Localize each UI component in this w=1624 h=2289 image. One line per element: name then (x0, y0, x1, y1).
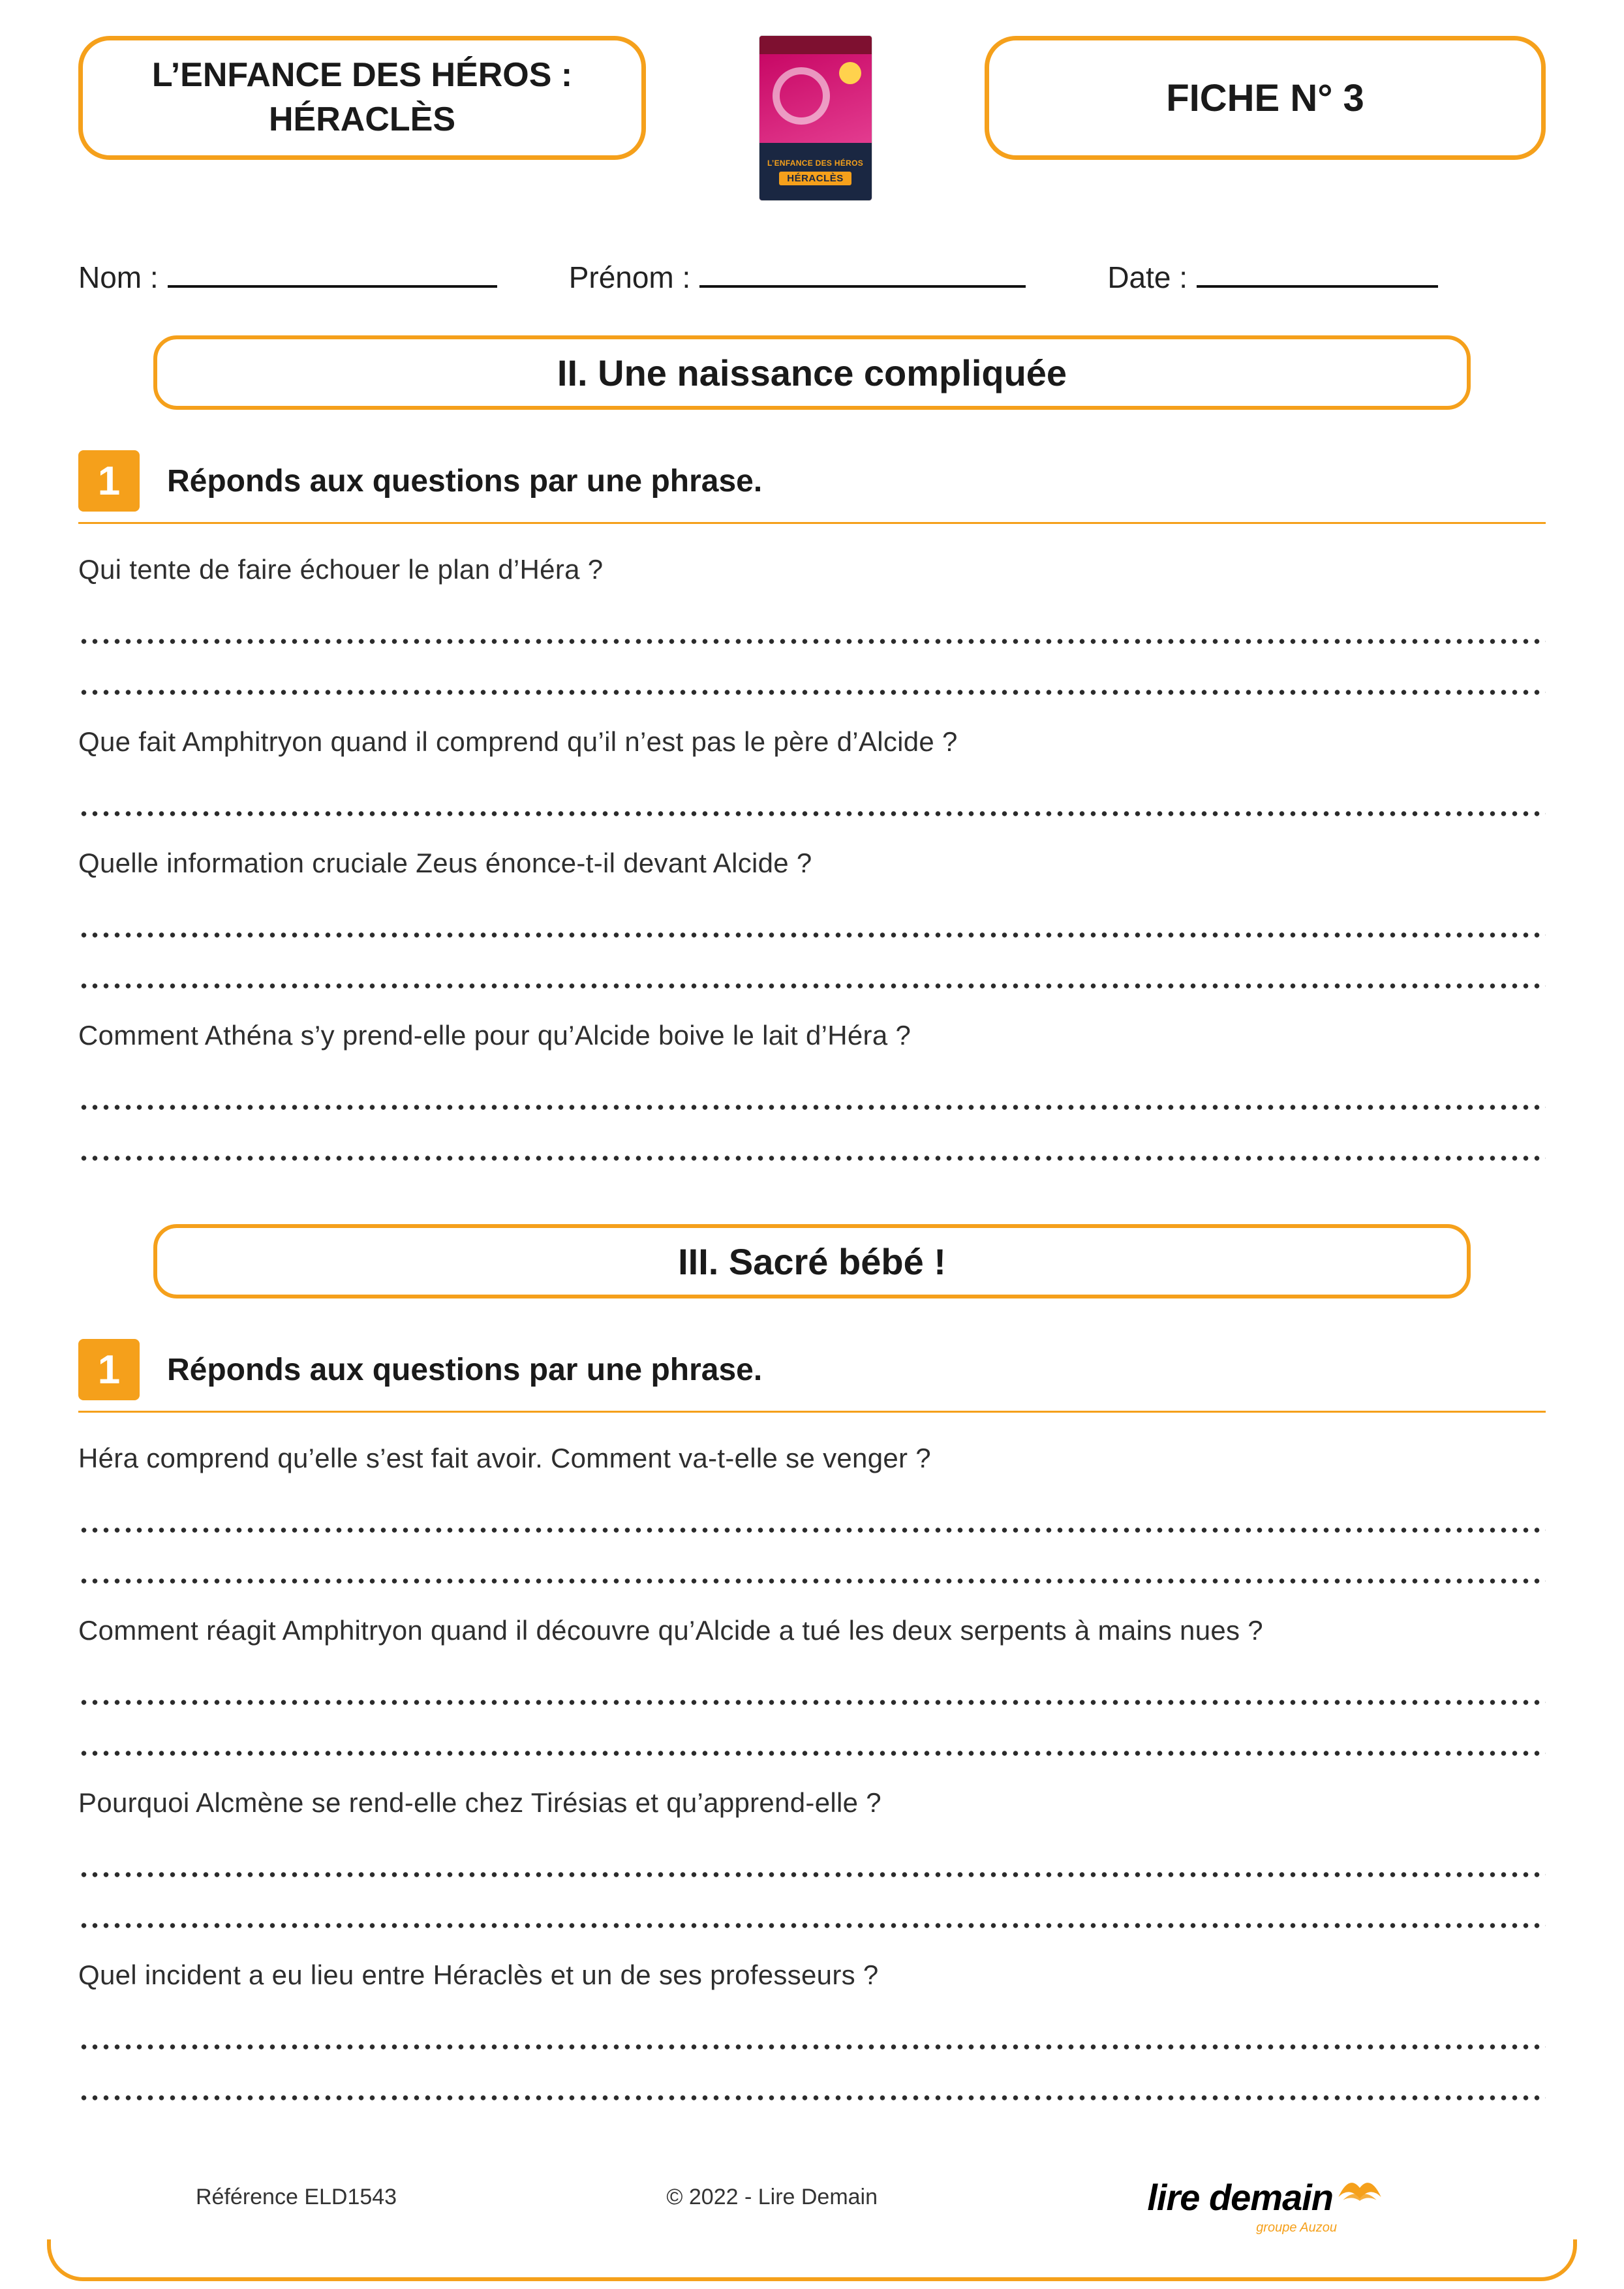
answer-line[interactable] (78, 767, 1546, 818)
exercise-divider (78, 1411, 1546, 1413)
section-title-sacre-bebe (153, 1224, 1471, 1298)
exercise-number-badge: 1 (78, 1339, 140, 1400)
section-title-text: II. Une naissance compliquée (557, 352, 1067, 393)
book-cover-series-text: L’ENFANCE DES HÉROS (767, 158, 864, 168)
answer-line[interactable] (78, 1828, 1546, 1879)
name-blank-field[interactable] (168, 254, 497, 288)
publisher-logo (1147, 2176, 1383, 2235)
page-bottom-border (47, 2239, 1577, 2281)
question-block (78, 848, 1546, 990)
answer-line[interactable] (78, 2000, 1546, 2051)
answer-line[interactable] (78, 1060, 1546, 1111)
question-text: Pourquoi Alcmène se rend-elle chez Tirésias et qu’apprend-elle ? (78, 1787, 881, 1818)
question-text: Héra comprend qu’elle s’est fait avoir. Comment va-t-elle se venger ? (78, 1443, 931, 1473)
publisher-logo-text: lire demain (1147, 2177, 1333, 2218)
question-text: Qui tente de faire échouer le plan d’Héra ? (78, 554, 604, 585)
name-label: Nom : (78, 260, 159, 294)
question-block (78, 1787, 1546, 1929)
book-cover-art-sun (839, 62, 861, 84)
answer-line[interactable] (78, 1111, 1546, 1162)
book-cover-title-text: HÉRACLÈS (779, 172, 851, 185)
firstname-label: Prénom : (568, 260, 691, 294)
answer-line[interactable] (78, 645, 1546, 696)
question-text: Comment réagit Amphitryon quand il découvre qu’Alcide a tué les deux serpents à mains nues ? (78, 1615, 1263, 1646)
question-block (78, 1443, 1546, 1585)
question-block (78, 1615, 1546, 1757)
exercise-divider (78, 522, 1546, 524)
answer-line[interactable] (78, 1879, 1546, 1929)
book-cover-image (759, 36, 872, 200)
date-blank-field[interactable] (1197, 254, 1438, 288)
question-block (78, 726, 1546, 818)
book-cover-title-band (759, 143, 872, 200)
book-cover-art-swirl (773, 67, 830, 125)
answer-line[interactable] (78, 1655, 1546, 1706)
question-block (78, 1959, 1546, 2102)
question-text: Quelle information cruciale Zeus énonce-t-il devant Alcide ? (78, 848, 812, 878)
section-title-text: III. Sacré bébé ! (678, 1240, 946, 1282)
firstname-blank-field[interactable] (699, 254, 1026, 288)
section-title-naissance (153, 335, 1471, 410)
answer-line[interactable] (78, 1706, 1546, 1757)
page-header (78, 36, 1546, 200)
identity-row (78, 254, 1546, 295)
answer-line[interactable] (78, 1483, 1546, 1534)
worksheet-title-line2: HÉRACLÈS (268, 100, 456, 138)
publisher-logo-subtext: groupe Auzou (1256, 2220, 1337, 2235)
question-block (78, 554, 1546, 696)
fiche-number-label: FICHE N° 3 (1166, 76, 1364, 119)
answer-line[interactable] (78, 939, 1546, 990)
question-text: Quel incident a eu lieu entre Héraclès et un de ses professeurs ? (78, 1959, 879, 1990)
answer-line[interactable] (78, 594, 1546, 645)
exercise-instruction: Réponds aux questions par une phrase. (167, 463, 763, 499)
lire-demain-book-icon (1337, 2171, 1383, 2205)
exercise-header (78, 1339, 1546, 1400)
page-footer (78, 2176, 1546, 2235)
reference-text: Référence ELD1543 (196, 2185, 397, 2209)
question-text: Que fait Amphitryon quand il comprend qu’il n’est pas le père d’Alcide ? (78, 726, 958, 757)
question-text: Comment Athéna s’y prend-elle pour qu’Alcide boive le lait d’Héra ? (78, 1020, 912, 1051)
answer-line[interactable] (78, 2051, 1546, 2102)
exercise-header (78, 450, 1546, 512)
worksheet-title-box (78, 36, 646, 160)
exercise-number-badge: 1 (78, 450, 140, 512)
question-block (78, 1020, 1546, 1162)
book-cover-author-band (759, 36, 872, 54)
date-label: Date : (1107, 260, 1188, 294)
fiche-number-box (985, 36, 1546, 160)
exercise-instruction: Réponds aux questions par une phrase. (167, 1352, 763, 1387)
answer-line[interactable] (78, 1534, 1546, 1585)
answer-line[interactable] (78, 888, 1546, 939)
copyright-text: © 2022 - Lire Demain (666, 2185, 878, 2209)
worksheet-title-line1: L’ENFANCE DES HÉROS : (151, 56, 573, 95)
